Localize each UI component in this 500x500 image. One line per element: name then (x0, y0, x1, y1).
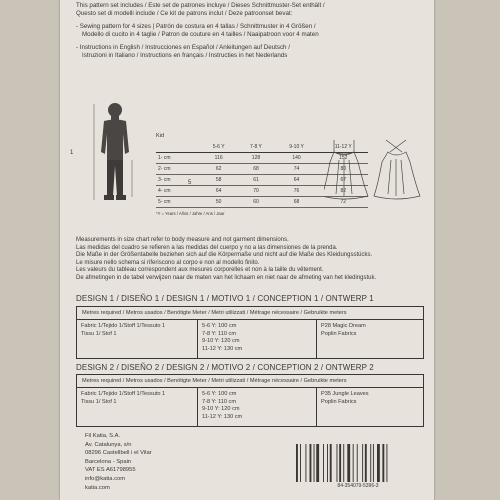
size-chart-cell: 68 (237, 164, 274, 175)
barcode-bar (347, 444, 350, 482)
measurements-note (76, 237, 426, 283)
address-line: info@katia.com (85, 475, 126, 482)
barcode-bar (339, 444, 341, 482)
barcode-bar (365, 444, 367, 482)
measurement-note-line: Le misure nello schema si riferiscono al corpo e non al modello finito. (76, 259, 260, 266)
design-2-fabric (77, 388, 198, 426)
barcode-bar (343, 444, 344, 482)
size-chart-cell: 61 (237, 175, 274, 186)
fabric-line: Fabric 1/Tejido 1/Stoff 1/Tessuto 1 (81, 323, 166, 329)
size-chart-cell: 140 (275, 153, 319, 164)
size-chart-cell: 64 (200, 186, 237, 197)
size-chart-header-cell (156, 142, 200, 153)
barcode-bar (327, 444, 328, 482)
address-line: Barcelona - Spain (85, 458, 132, 465)
barcode-bar (362, 444, 363, 482)
contents-list (76, 2, 422, 60)
address-line: Av. Catalunya, s/n (85, 441, 132, 448)
size-chart-cell: 5- cm (156, 197, 200, 208)
fabric-line: Fabric 1/Tejido 1/Stoff 1/Tessuto 1 (81, 391, 166, 397)
design-2-row (76, 388, 424, 427)
size-chart-cell: 60 (237, 197, 274, 208)
size-chart-cell: 68 (275, 197, 319, 208)
fabric-line: Tissu 1/ Stof 1 (81, 398, 117, 405)
size-chart-cell: 74 (275, 164, 319, 175)
address-line: Fil Katia, S.A. (85, 433, 121, 439)
barcode-bar (373, 444, 374, 482)
company-address (85, 432, 152, 492)
barcode-bar (357, 444, 358, 482)
design-1-meters-label: Metres required / Metros usados / Benötigte Meter / Metri utilizzati / Métrage nécessaire / Gebruikte meters (76, 306, 424, 320)
barcode-bar (314, 444, 315, 482)
size-meter-line: 11-12 Y: 130 cm (202, 345, 243, 352)
size-chart-cell: 4- cm (156, 186, 200, 197)
barcode-bar (310, 444, 312, 482)
measurement-note-line: Measurements in size chart refer to body measure and not garment dimensions. (76, 237, 289, 243)
barcode-bar (337, 444, 338, 482)
size-chart-title: Kid (156, 133, 165, 139)
barcode-bar (386, 444, 387, 482)
design-1-product (317, 320, 423, 358)
size-chart-cell: 50 (200, 197, 237, 208)
size-chart-cell: 64 (275, 175, 319, 186)
measurement-note-line: Les valeurs du tableau correspondent aux mesures corporelles et non à la taille du vêtement. (76, 267, 324, 274)
size-chart-cell: 80 (318, 164, 368, 175)
barcode-bar (370, 444, 371, 482)
size-chart-cell: 72 (318, 197, 368, 208)
measure-marker-5: 5 (188, 180, 192, 186)
size-meter-line: 9-10 Y: 120 cm (202, 338, 240, 345)
size-chart-header-cell: 9-10 Y (275, 142, 319, 153)
size-chart-cell: 2- cm (156, 164, 200, 175)
size-meter-line: 7-8 Y: 110 cm (202, 330, 236, 337)
pattern-envelope-back (60, 0, 434, 500)
design-1-table (76, 306, 424, 359)
size-chart-header-cell: 11-12 Y (318, 142, 368, 153)
size-meter-line: 11-12 Y: 130 cm (202, 413, 243, 420)
size-chart-cell: 82 (318, 186, 368, 197)
intro-line: Modello di cucito in 4 taglie / Patron de couture en 4 tailles / Naaipatroon voor 4 maten (82, 30, 319, 38)
measurement-note-line: De afmetingen in de tabel verwijzen naar de maten van het lichaam en niet naar de afmeting van het kledingstuk. (76, 274, 377, 281)
design-2-sizes (198, 388, 317, 426)
size-chart-cell: 128 (237, 153, 274, 164)
intro-line: Questo set di modelli include / Ce kit de patrons inclut / Deze patroonset bevat: (76, 9, 293, 17)
size-chart-cell: 58 (200, 175, 237, 186)
measure-marker-1: 1 (70, 150, 74, 156)
design-2-meters-label: Metres required / Metros usados / Benötigte Meter / Metri utilizzati / Métrage nécessaire / Gebruikte meters (76, 374, 424, 388)
intro-line: This pattern set includes / Este set de patrones incluye / Dieses Schnittmuster-Set enthält / (76, 2, 325, 9)
size-chart-header-cell: 5-6 Y (200, 142, 237, 153)
measurement-note-line: Las medidas del cuadro se refieren a las medidas del cuerpo y no a las dimensiones de la prenda. (76, 244, 338, 251)
barcode-bar (305, 444, 306, 482)
address-line: 08296 Castellbell i el Vilar (85, 450, 152, 457)
barcode-bar (382, 444, 384, 482)
size-chart-cell: 116 (200, 153, 237, 164)
design-2-table (76, 374, 424, 427)
design-1-heading: DESIGN 1 / DISEÑO 1 / DESIGN 1 / MOTIVO 1 / CONCEPTION 1 / ONTWERP 1 (76, 294, 374, 303)
product-line: Poplin Fabrics (321, 330, 357, 337)
product-line: Poplin Fabrics (321, 398, 357, 405)
size-meter-line: 5-6 Y: 100 cm (202, 391, 237, 397)
address-line: katia.com (85, 484, 110, 491)
size-chart-cell: 62 (200, 164, 237, 175)
barcode-number: 84-354079-5396-3 (337, 483, 379, 489)
barcode-bar (330, 444, 332, 482)
design-2-product (317, 388, 423, 426)
barcode-bar (323, 444, 324, 482)
size-chart-cell: 1- cm (156, 153, 200, 164)
intro-line: - Instructions in English / Instrucciones en Español / Anleitungen auf Deutsch / (76, 44, 290, 52)
product-line: P28 Magic Dream (321, 323, 366, 329)
design-2-heading: DESIGN 2 / DISEÑO 2 / DESIGN 2 / MOTIVO 2 / CONCEPTION 2 / ONTWERP 2 (76, 363, 374, 372)
address-line: VAT ES A61798955 (85, 467, 136, 474)
design-1-sizes (198, 320, 317, 358)
barcode-bar (353, 444, 354, 482)
intro-line: Istruzioni in Italiano / Instructions en français / Instructies in het Nederlands (82, 51, 288, 59)
fabric-line: Tissu 1/ Stof 1 (81, 330, 117, 337)
barcode-bar (316, 444, 319, 482)
size-meter-line: 5-6 Y: 100 cm (202, 323, 237, 329)
dress-sketch-illustration (324, 138, 434, 200)
size-chart-cell: 3- cm (156, 175, 200, 186)
size-meter-line: 7-8 Y: 110 cm (202, 398, 236, 405)
size-chart-header-cell: 7-8 Y (237, 142, 274, 153)
barcode-bar (296, 444, 298, 482)
size-meter-line: 9-10 Y: 120 cm (202, 406, 240, 413)
measurement-note-line: Die Maße in der Größentabelle beziehen sich auf die Körpermaße und nicht auf die Maße des Kleidungsstücks. (76, 252, 373, 259)
design-1-fabric (77, 320, 198, 358)
size-chart-cell: 67 (318, 175, 368, 186)
design-1-row (76, 320, 424, 359)
barcode-bar (300, 444, 301, 482)
intro-line: - Sewing pattern for 4 sizes | Patrón de costura en 4 tallas / Schnittmuster in 4 Größen / (76, 23, 316, 31)
size-chart-note: *Y = Years / Años / Jahre / Ans / Jaar (156, 211, 225, 216)
size-chart-cell: 76 (275, 186, 319, 197)
product-line: P35 Jungle Leaves (321, 391, 369, 397)
barcode-bar (377, 444, 380, 482)
size-chart-cell: 152 (318, 153, 368, 164)
child-silhouette-illustration (90, 100, 140, 210)
size-chart-cell: 70 (237, 186, 274, 197)
